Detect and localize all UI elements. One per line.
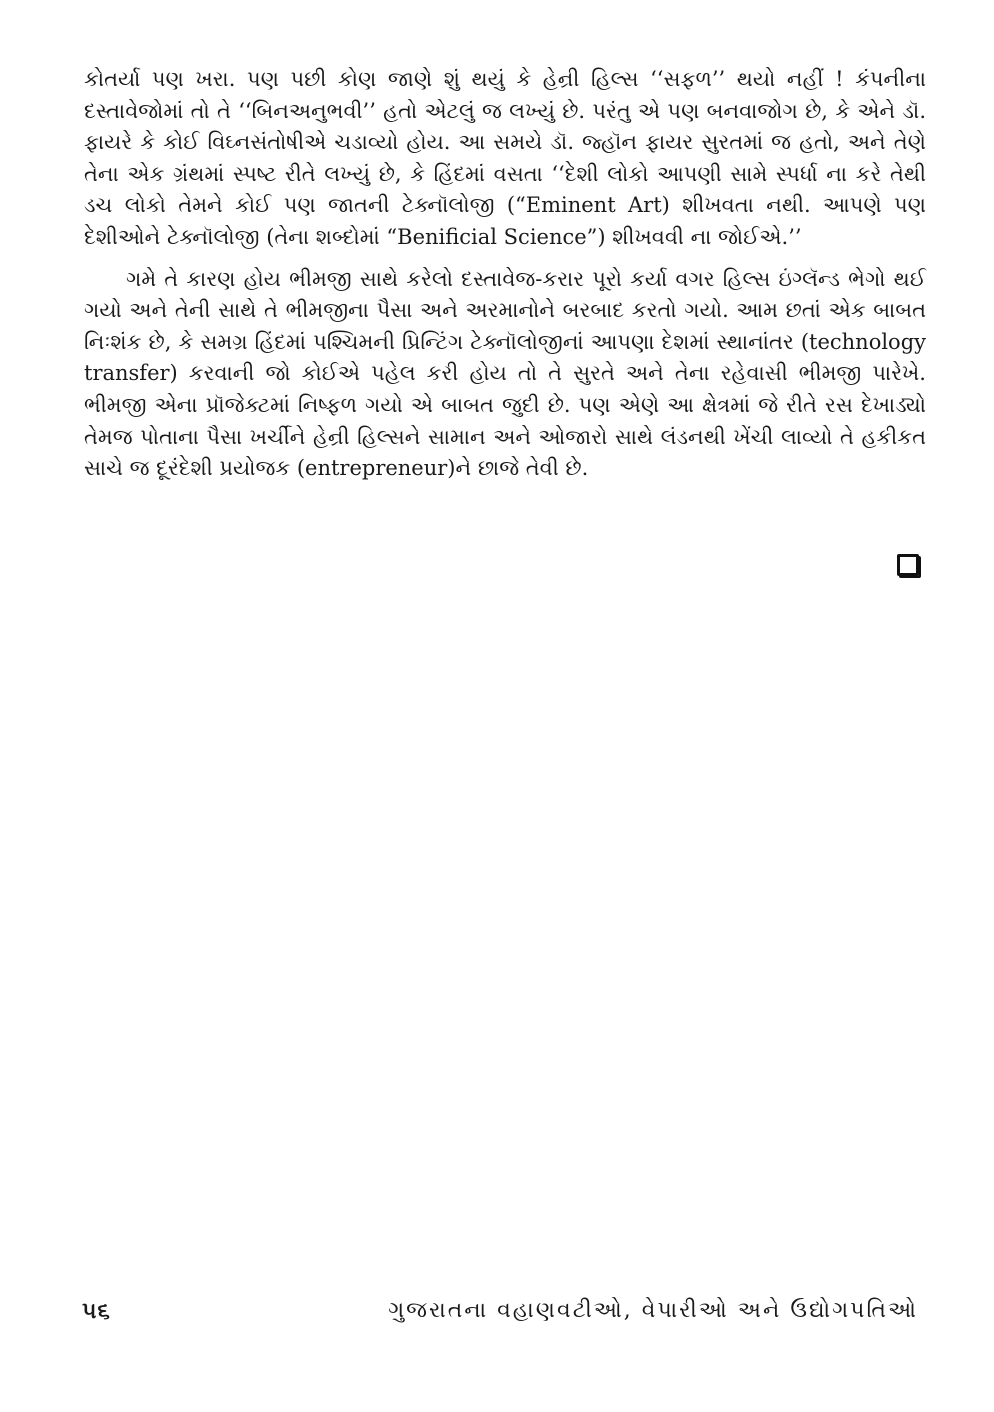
- end-of-article-square-icon: [897, 554, 919, 576]
- page-number: ૫૬: [82, 1298, 111, 1324]
- body-text: [84, 64, 926, 485]
- paragraph-conclusion: ગમે તે કારણ હોય ભીમજી સાથે કરેલો દસ્તાવેજ-કરાર પૂરો કર્યા વગર હિલ્સ ઇંગ્લૅન્ડ ભેગો થઈ ગયો અને તેની સાથે તે ભીમજીના પૈસા અને અરમાનોને બરબાદ કરતો ગયો. આમ છતાં એક બાબત નિઃશંક છે, કે સમગ્ર હિંદમાં પશ્ચિમની પ્રિન્ટિંગ ટેક્નૉલોજીનાં આપણા દેશમાં સ્થાનાંતર (technology transfer) કરવાની જો કોઈએ પહેલ કરી હોય તો તે સુરતે અને તેના રહેવાસી ભીમજી પારેખે. ભીમજી એના પ્રૉજેક્ટમાં નિષ્ફળ ગયો એ બાબત જુદી છે. પણ એણે આ ક્ષેત્રમાં જે રીતે રસ દેખાડ્યો તેમજ પોતાના પૈસા ખર્ચીને હેન્રી હિલ્સને સામાન અને ઓજારો સાથે લંડનથી ખેંચી લાવ્યો તે હકીકત સાચે જ દૂરંદેશી પ્રયોજક (entrepreneur)ને છાજે તેવી છે.: [84, 266, 926, 481]
- book-title-running-footer: ગુજરાતના વહાણવટીઓ, વેપારીઓ અને ઉદ્યોગપતિઓ: [388, 1298, 918, 1323]
- paragraph-continued: કોતર્યા પણ ખરા. પણ પછી કોણ જાણે શું થયું કે હેન્રી હિલ્સ ‘‘સફળ’’ થયો નહીં ! કંપનીના દસ્તાવેજોમાં તો તે ‘‘બિનઅનુભવી’’ હતો એટલું જ લખ્યું છે. પરંતુ એ પણ બનવાજોગ છે, કે એને ડૉ. ફાયરે કે કોઈ વિઘ્નસંતોષીએ ચડાવ્યો હોય. આ સમયે ડૉ. જ્હૉન ફાયર સુરતમાં જ હતો, અને તેણે તેના એક ગ્રંથમાં સ્પષ્ટ રીતે લખ્યું છે, કે હિંદમાં વસતા ‘‘દેશી લોકો આપણી સામે સ્પર્ધા ના કરે તેથી ડચ લોકો તેમને કોઈ પણ જાતની ટેક્નૉલોજી (“Eminent Art) શીખવતા નથી. આપણે પણ દેશીઓને ટેક્નૉલોજી (તેના શબ્દોમાં “Benificial Science”) શીખવવી ના જોઈએ.’’: [84, 67, 926, 249]
- page-footer: [82, 1298, 918, 1334]
